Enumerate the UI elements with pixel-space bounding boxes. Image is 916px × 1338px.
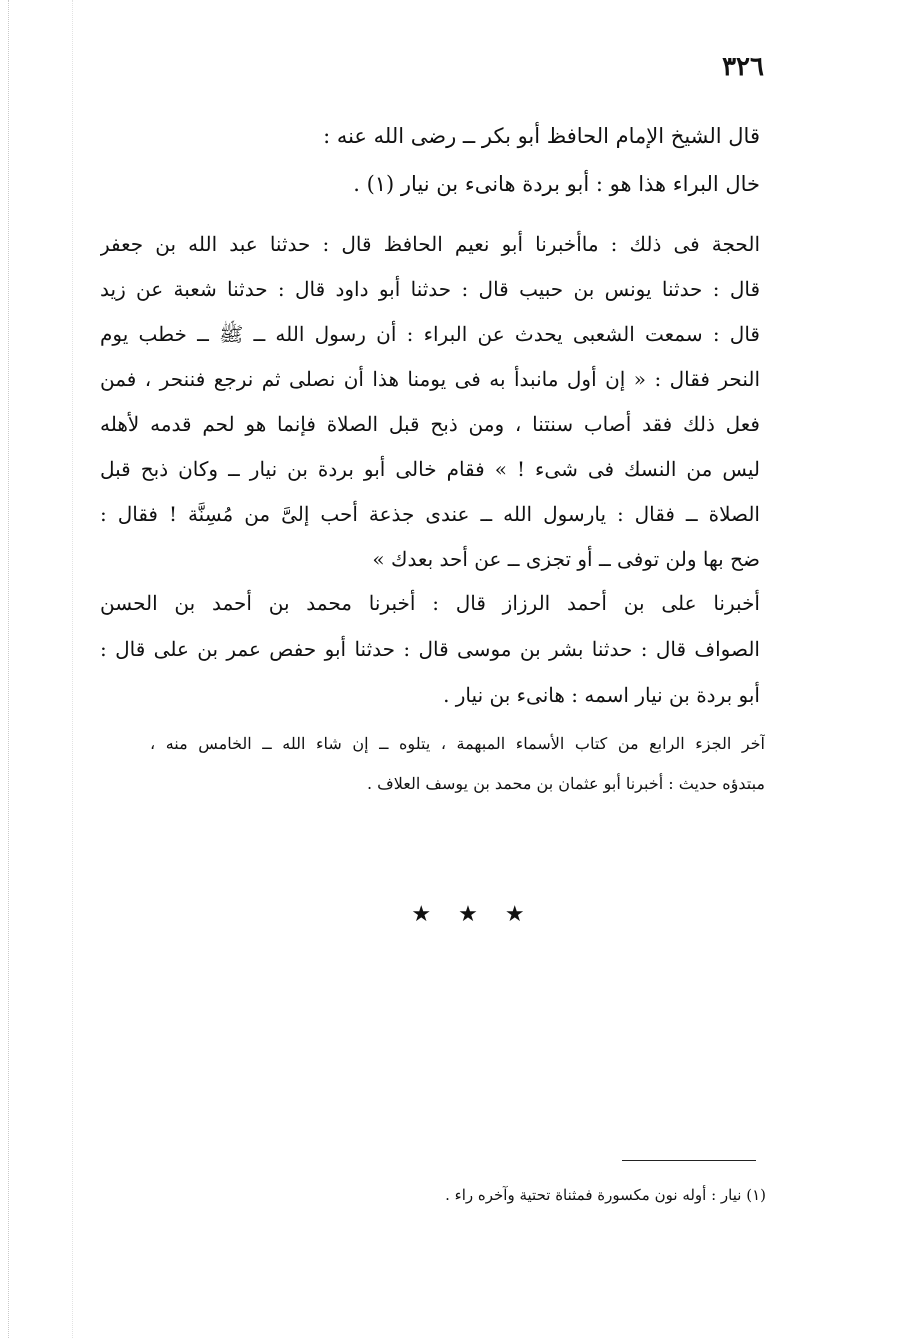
hadith-line: قال : حدثنا يونس بن حبيب قال : حدثنا أبو داود قال : حدثنا شعبة عن زيد bbox=[100, 277, 760, 301]
colophon bbox=[150, 724, 765, 804]
scan-edge-marks bbox=[8, 0, 9, 1338]
heading-line-2: خال البراء هذا هو : أبو بردة هانىء بن نيار (١) . bbox=[353, 172, 760, 196]
hadith-line: الحجة فى ذلك : ماأخبرنا أبو نعيم الحافظ قال : حدثنا عبد الله بن جعفر bbox=[100, 232, 760, 256]
hadith-line: قال : سمعت الشعبى يحدث عن البراء : أن رسول الله ــ ﷺ ــ خطب يوم bbox=[100, 322, 760, 346]
chain-paragraph bbox=[100, 580, 760, 718]
chain-line: أخبرنا على بن أحمد الرزاز قال : أخبرنا محمد بن أحمد بن الحسن bbox=[100, 591, 760, 615]
hadith-line: الصلاة ــ فقال : يارسول الله ــ عندى جذعة أحب إلىَّ من مُسِنَّة ! فقال : bbox=[100, 502, 760, 526]
hadith-line: ليس من النسك فى شىء ! » فقام خالى أبو بردة بن نيار ــ وكان ذبح قبل bbox=[100, 457, 760, 481]
footnote: (١) نيار : أوله نون مكسورة فمثناة تحتية وآخره راء . bbox=[445, 1186, 766, 1204]
page-number: ٣٢٦ bbox=[722, 52, 764, 82]
hadith-line: النحر فقال : « إن أول مانبدأ به فى يومنا هذا أن نصلى ثم نرجع فننحر ، فمن bbox=[100, 367, 760, 391]
heading-paragraph bbox=[230, 112, 760, 208]
hadith-paragraph bbox=[100, 222, 760, 582]
scan-edge-marks-inner bbox=[72, 0, 73, 1338]
section-separator: ★ ★ ★ bbox=[411, 902, 535, 927]
hadith-line: ضح بها ولن توفى ــ أو تجزى ــ عن أحد بعدك » bbox=[372, 547, 760, 571]
chain-line: الصواف قال : حدثنا بشر بن موسى قال : حدثنا أبو حفص عمر بن على قال : bbox=[100, 637, 760, 661]
footnote-rule bbox=[622, 1160, 756, 1161]
heading-line-1: قال الشيخ الإمام الحافظ أبو بكر ــ رضى الله عنه : bbox=[323, 124, 760, 148]
hadith-line: فعل ذلك فقد أصاب سنتنا ، ومن ذبح قبل الصلاة فإنما هو لحم قدمه لأهله bbox=[100, 412, 760, 436]
chain-line: أبو بردة بن نيار اسمه : هانىء بن نيار . bbox=[443, 683, 760, 707]
colophon-line-2: مبتدؤه حديث : أخبرنا أبو عثمان بن محمد بن يوسف العلاف . bbox=[366, 774, 765, 793]
colophon-line-1: آخر الجزء الرابع من كتاب الأسماء المبهمة ، يتلوه ــ إن شاء الله ــ الخامس منه ، bbox=[150, 734, 765, 753]
